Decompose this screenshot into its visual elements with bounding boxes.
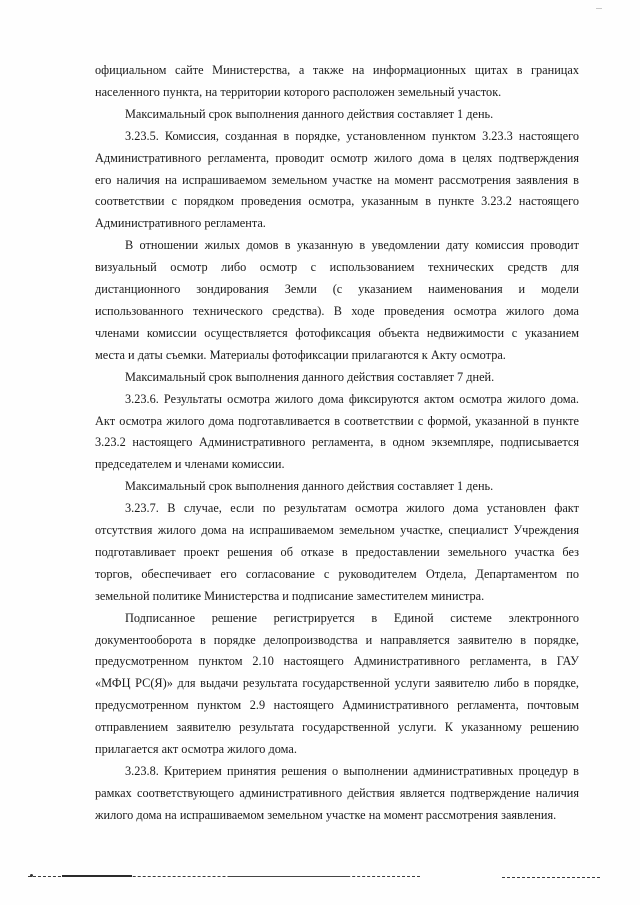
text-line: Максимальный срок выполнения данного действия составляет 1 день. xyxy=(125,106,494,121)
document-body xyxy=(95,60,579,827)
scan-edge-line-right xyxy=(502,877,600,878)
scan-mark-top xyxy=(596,8,602,9)
section-3-23-6 xyxy=(95,389,579,477)
text-line: отправлением заявителю результата государственной услуги. К указанному решению xyxy=(95,720,579,735)
text-line: предусмотренном пунктом 2.9 настоящего Административного регламента, почтовым xyxy=(95,698,579,713)
text-line: членами комиссии осуществляется фотофиксация объекта недвижимости с указанием xyxy=(95,325,579,340)
text-line: 3.23.7. В случае, если по результатам осмотра жилого дома установлен факт xyxy=(125,501,579,516)
paragraph-deadline-1-day xyxy=(95,104,579,126)
section-3-23-5 xyxy=(95,126,579,236)
text-line: визуальный осмотр либо осмотр с использованием технических средств для xyxy=(95,260,579,275)
text-line: жилого дома на испрашиваемом земельном участке на момент рассмотрения заявления. xyxy=(95,807,557,822)
text-line: Акт осмотра жилого дома подготавливается в соответствии с формой, указанной в пункте xyxy=(95,413,579,428)
paragraph-inspection-method xyxy=(95,235,579,366)
text-line: Максимальный срок выполнения данного действия составляет 1 день. xyxy=(125,479,494,494)
section-3-23-8 xyxy=(95,761,579,827)
text-line: его наличия на испрашиваемом земельном участке на момент рассмотрения заявления в xyxy=(95,172,579,187)
text-line: документооборота в порядке делопроизводства и направляется заявителю в порядке, xyxy=(95,632,579,647)
section-3-23-7 xyxy=(95,498,579,608)
text-line: торгов, обеспечивает его согласование с руководителем Отдела, Департаментом по xyxy=(95,566,579,581)
paragraph-continuation xyxy=(95,60,579,104)
text-line: 3.23.5. Комиссия, созданная в порядке, установленном пунктом 3.23.3 настоящего xyxy=(125,128,579,143)
paragraph-deadline-1-day-2 xyxy=(95,476,579,498)
text-line: земельной политике Министерства и подписание заместителем министра. xyxy=(95,588,485,603)
text-line: Административного регламента. xyxy=(95,216,266,231)
text-line: прилагается акт осмотра жилого дома. xyxy=(95,742,297,757)
scan-edge-segment-mid xyxy=(230,876,350,877)
text-line: подготавливает проект решения об отказе в предоставлении земельного участка без xyxy=(95,544,579,559)
text-line: Административного регламента, проводит осмотр жилого дома в целях подтверждения xyxy=(95,150,579,165)
text-line: официальном сайте Министерства, а также на информационных щитах в границах xyxy=(95,63,579,77)
text-line: рамках соответствующего административного действия является подтверждение наличия xyxy=(95,785,579,800)
text-line: населенного пункта, на территории которого расположен земельный участок. xyxy=(95,84,502,99)
scan-edge-segment xyxy=(62,875,132,877)
text-line: дистанционного зондирования Земли (с указанием наименования и модели xyxy=(95,282,579,297)
text-line: использованного технического средства). В ходе проведения осмотра жилого дома xyxy=(95,303,579,318)
text-line: места и даты съемки. Материалы фотофиксации прилагаются к Акту осмотра. xyxy=(95,347,506,362)
text-line: 3.23.8. Критерием принятия решения о выполнении административных процедур в xyxy=(125,764,579,778)
text-line: Максимальный срок выполнения данного действия составляет 7 дней. xyxy=(125,369,495,384)
text-line: В отношении жилых домов в указанную в уведомлении дату комиссия проводит xyxy=(125,238,579,253)
text-line: 3.23.2 настоящего Административного регламента, в одном экземпляре, подписывается xyxy=(95,435,579,450)
text-line: Подписанное решение регистрируется в Единой системе электронного xyxy=(125,610,579,625)
text-line: председателем и членами комиссии. xyxy=(95,457,285,472)
text-line: предусмотренном пунктом 2.10 настоящего Административного регламента, в ГАУ xyxy=(95,654,579,669)
text-line: отсутствия жилого дома на испрашиваемом земельном участке, специалист Учреждения xyxy=(95,523,579,538)
paragraph-deadline-7-days xyxy=(95,367,579,389)
text-line: 3.23.6. Результаты осмотра жилого дома фиксируются актом осмотра жилого дома. xyxy=(125,391,579,406)
text-line: соответствии с порядком проведения осмотра, указанным в пункте 3.23.2 настоящего xyxy=(95,194,579,209)
text-line: «МФЦ РС(Я)» для выдачи результата государственной услуги заявителю либо в порядке, xyxy=(95,676,579,691)
paragraph-signed-decision xyxy=(95,608,579,761)
